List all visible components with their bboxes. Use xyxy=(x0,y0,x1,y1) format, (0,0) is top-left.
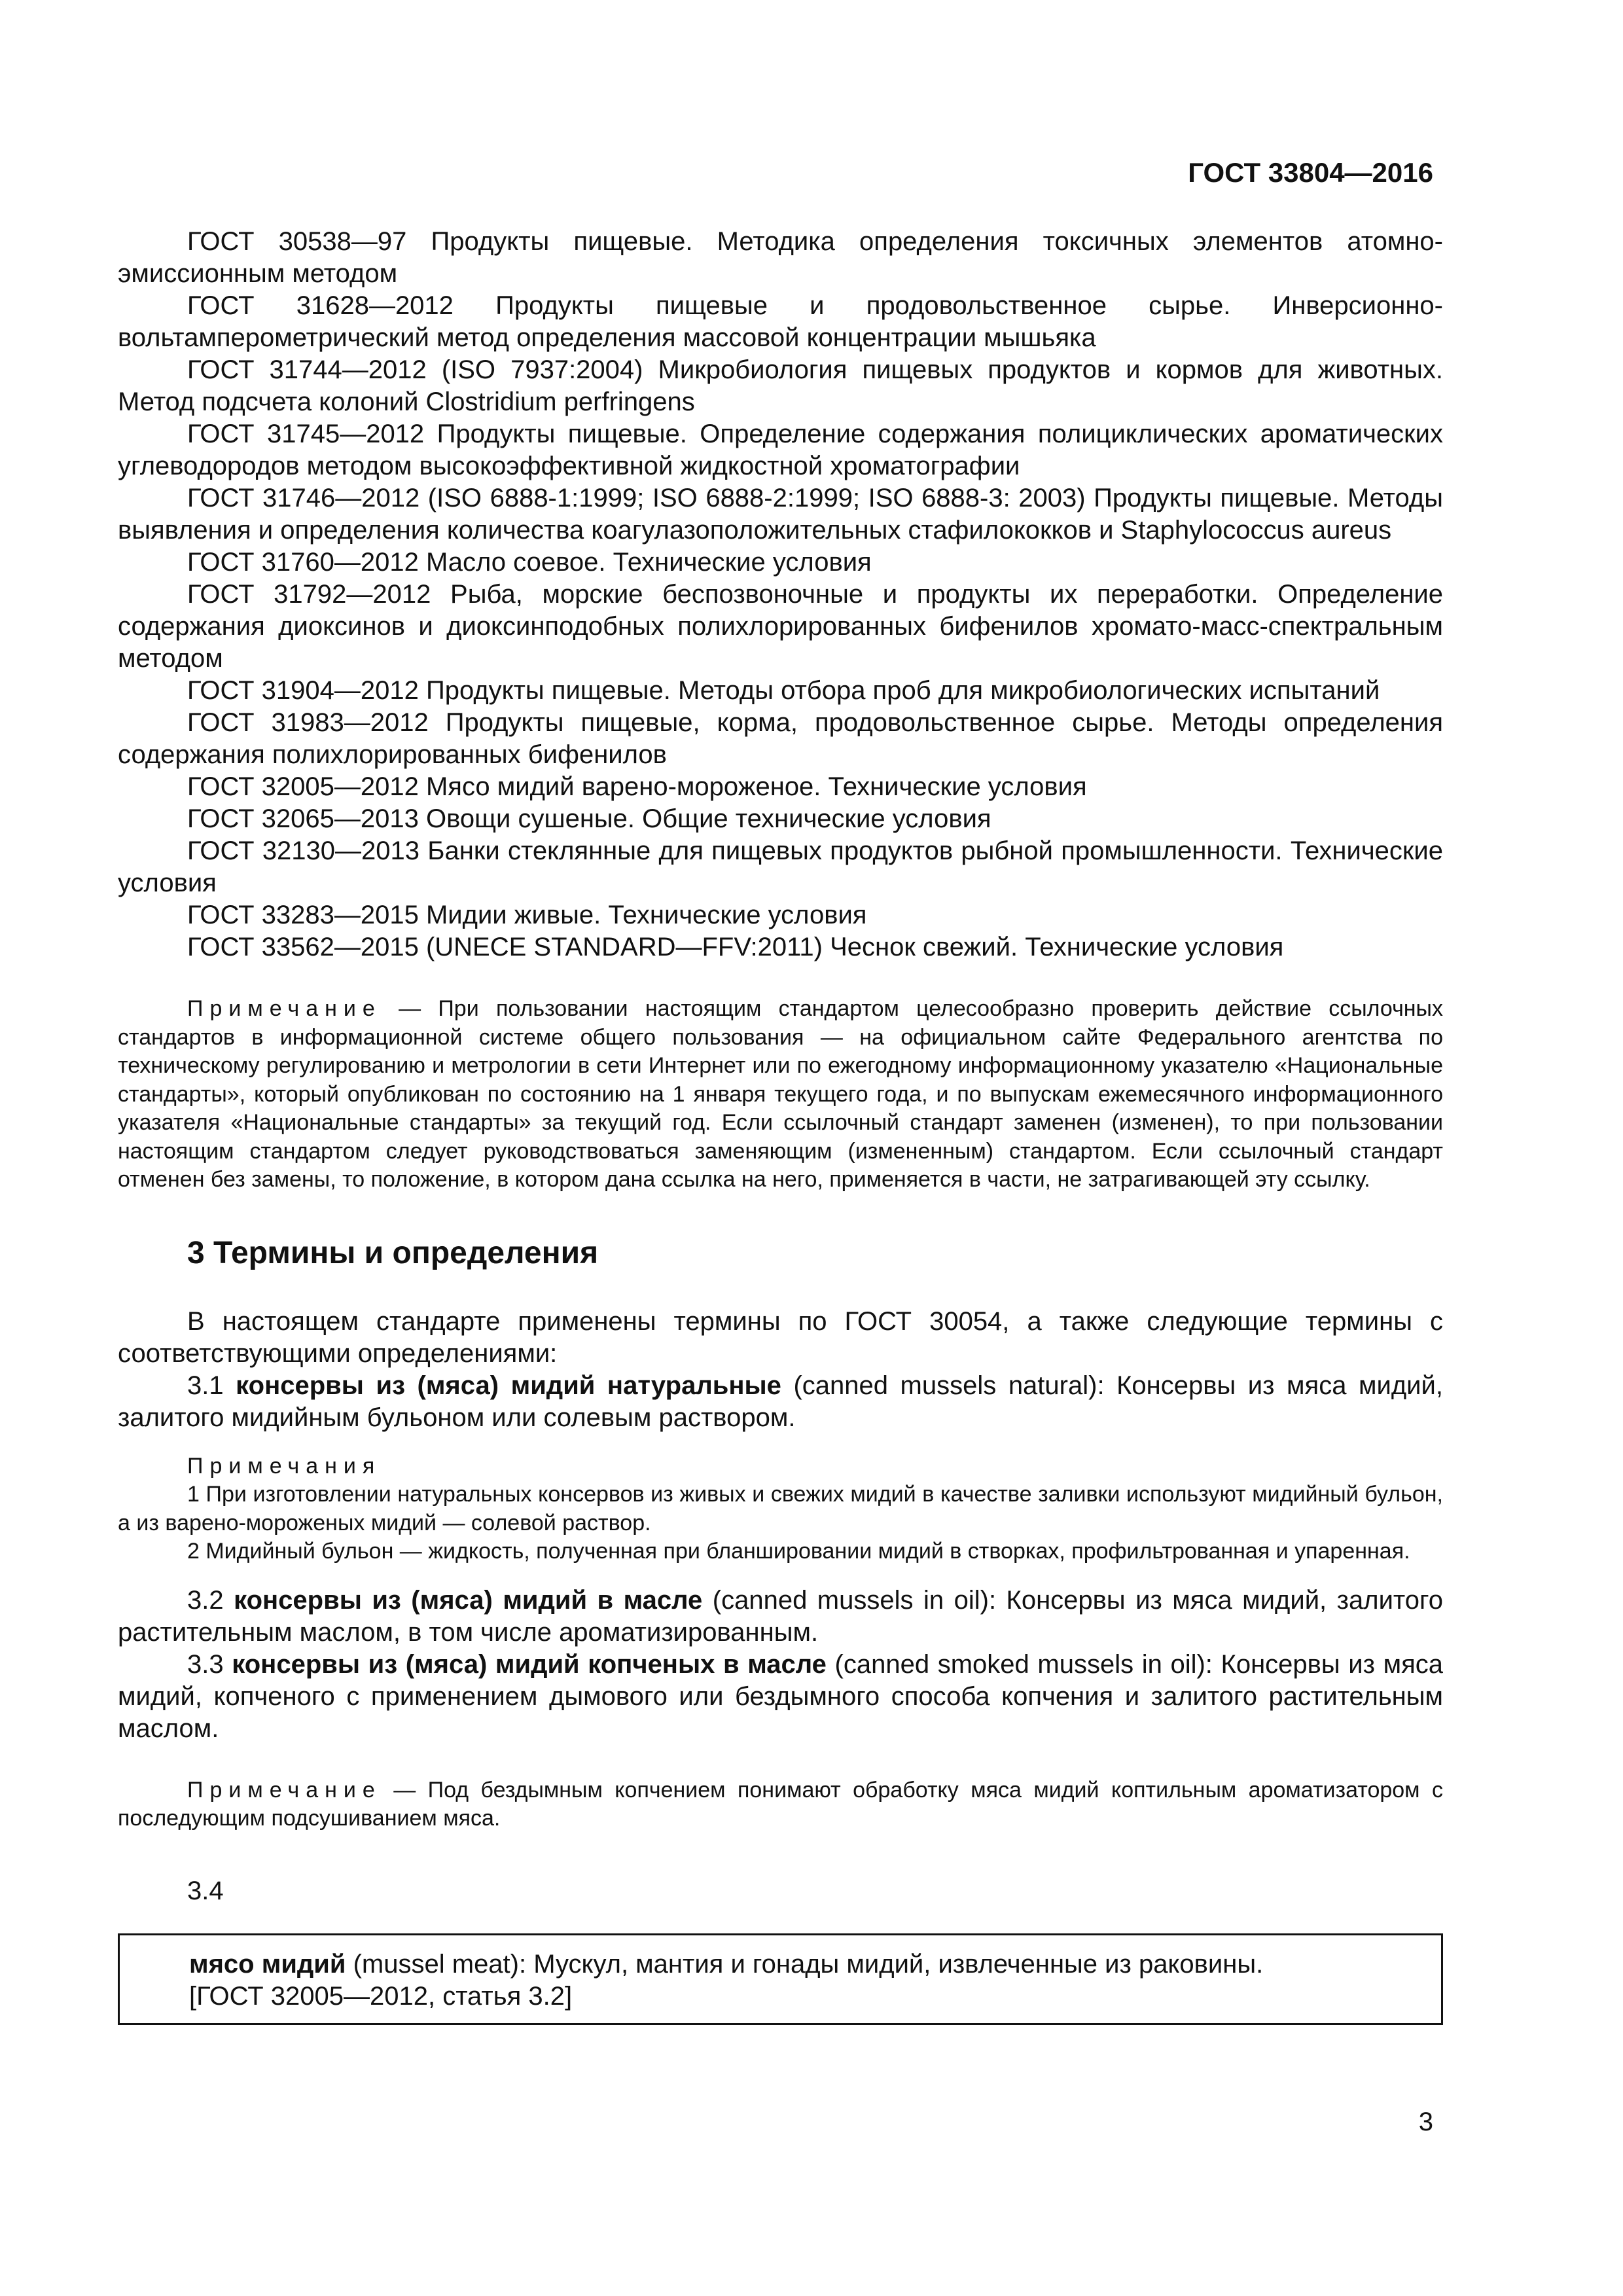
term-3-3 xyxy=(118,1649,1443,1745)
reference-item: ГОСТ 32130—2013 Банки стеклянные для пищевых продуктов рыбной промышленности. Технические условия xyxy=(118,836,1443,897)
term-definition: (mussel meat): Мускул, мантия и гонады мидий, извлеченные из раковины. xyxy=(353,1949,1264,1979)
term-definition: (canned mussels natural): Консервы из мяса мидий, залитого мидийным бульоном или солевым раствором. xyxy=(118,1371,1443,1432)
reference-item: ГОСТ 32005—2012 Мясо мидий варено-мороженое. Технические условия xyxy=(187,772,1087,801)
term-3-1 xyxy=(118,1370,1443,1434)
term-source: [ГОСТ 32005—2012, статья 3.2] xyxy=(189,1981,573,2011)
note-text: — Под бездымным копчением понимают обработку мяса мидий коптильным ароматизатором с последующим подсушиванием мяса. xyxy=(118,1777,1443,1831)
term-name: консервы из (мяса) мидий копченых в масле xyxy=(232,1649,827,1679)
document-code-header: ГОСТ 33804—2016 xyxy=(1188,157,1433,188)
term-definition: (canned smoked mussels in oil): Консервы из мяса мидий, копченого с применением дымового или бездымного способа копчения и залитого растительным маслом. xyxy=(118,1649,1443,1743)
term-name: консервы из (мяса) мидий натуральные xyxy=(236,1371,781,1400)
section-title: 3 Термины и определения xyxy=(187,1235,599,1270)
term-number: 3.2 xyxy=(187,1585,224,1615)
reference-item: ГОСТ 31746—2012 (ISO 6888-1:1999; ISO 6888-2:1999; ISO 6888-3: 2003) Продукты пищевые. Методы выявления и определения количества коагулазоположительных стафилококков и Staphylococcus aureus xyxy=(118,484,1443,545)
note-label: Примечание xyxy=(187,1777,382,1803)
reference-item: ГОСТ 32065—2013 Овощи сушеные. Общие технические условия xyxy=(187,804,991,833)
term-3-2 xyxy=(118,1585,1443,1649)
note-item: 1 При изготовлении натуральных консервов из живых и свежих мидий в качестве заливки используют мидийный бульон, а из варено-мороженых мидий — солевой раствор. xyxy=(118,1482,1443,1535)
page-body xyxy=(118,226,1443,2025)
reference-item: ГОСТ 30538—97 Продукты пищевые. Методика определения токсичных элементов атомно-эмиссионным методом xyxy=(118,227,1443,288)
term-3-4-number: 3.4 xyxy=(187,1876,224,1905)
term-number: 3.3 xyxy=(187,1649,224,1679)
notes-label: Примечания xyxy=(187,1453,382,1479)
term-3-3-note xyxy=(118,1776,1443,1833)
reference-item: ГОСТ 31904—2012 Продукты пищевые. Методы отбора проб для микробиологических испытаний xyxy=(187,676,1380,705)
section-intro: В настоящем стандарте применены термины по ГОСТ 30054, а также следующие термины с соответствующими определениями: xyxy=(118,1306,1443,1368)
term-3-4-box xyxy=(118,1933,1443,2025)
term-name: консервы из (мяса) мидий в масле xyxy=(234,1585,703,1615)
page-number: 3 xyxy=(1418,2108,1433,2136)
reference-item: ГОСТ 31628—2012 Продукты пищевые и продовольственное сырье. Инверсионно-вольтамперометрический метод определения массовой концентрации мышьяка xyxy=(118,291,1443,352)
references-note xyxy=(118,995,1443,1194)
reference-item: ГОСТ 31744—2012 (ISO 7937:2004) Микробиология пищевых продуктов и кормов для животных. Метод подсчета колоний Clostridium perfringens xyxy=(118,355,1443,416)
reference-item: ГОСТ 31745—2012 Продукты пищевые. Определение содержания полициклических ароматических углеводородов методом высокоэффективной жидкостной хроматографии xyxy=(118,420,1443,480)
note-label: Примечание xyxy=(187,996,382,1021)
term-number: 3.1 xyxy=(187,1371,224,1400)
reference-item: ГОСТ 33562—2015 (UNECE STANDARD—FFV:2011) Чеснок свежий. Технические условия xyxy=(187,933,1284,961)
term-name: мясо мидий xyxy=(189,1949,346,1979)
normative-references-list xyxy=(118,226,1443,963)
term-definition: (canned mussels in oil): Консервы из мяса мидий, залитого растительным маслом, в том числе ароматизированным. xyxy=(118,1585,1443,1647)
reference-item: ГОСТ 31760—2012 Масло соевое. Технические условия xyxy=(187,548,872,577)
note-text: — При пользовании настоящим стандартом целесообразно проверить действие ссылочных стандартов в информационной системе общего пользования — на официальном сайте Федерального агентства по техническому регулированию и метрологии в сети Интернет или по ежегодному информационному указателю «Национальные стандарты», который опубликован по состоянию на 1 января текущего года, и по выпускам ежемесячного информационного указателя «Национальные стандарты» за текущий год. Если ссылочный стандарт заменен (изменен), то при пользовании настоящим стандартом следует руководствоваться заменяющим (измененным) стандартом. Если ссылочный стандарт отменен без замены, то положение, в котором дана ссылка на него, применяется в части, не затрагивающей эту ссылку. xyxy=(118,996,1443,1192)
reference-item: ГОСТ 31792—2012 Рыба, морские беспозвоночные и продукты их переработки. Определение содержания диоксинов и диоксинподобных полихлорированных бифенилов хромато-масс-спектральным методом xyxy=(118,580,1443,673)
term-3-4-definition xyxy=(189,1948,1441,1981)
reference-item: ГОСТ 33283—2015 Мидии живые. Технические условия xyxy=(187,901,867,929)
note-item: 2 Мидийный бульон — жидкость, полученная при бланшировании мидий в створках, профильтрованная и упаренная. xyxy=(187,1539,1410,1564)
reference-item: ГОСТ 31983—2012 Продукты пищевые, корма, продовольственное сырье. Методы определения содержания полихлорированных бифенилов xyxy=(118,708,1443,769)
